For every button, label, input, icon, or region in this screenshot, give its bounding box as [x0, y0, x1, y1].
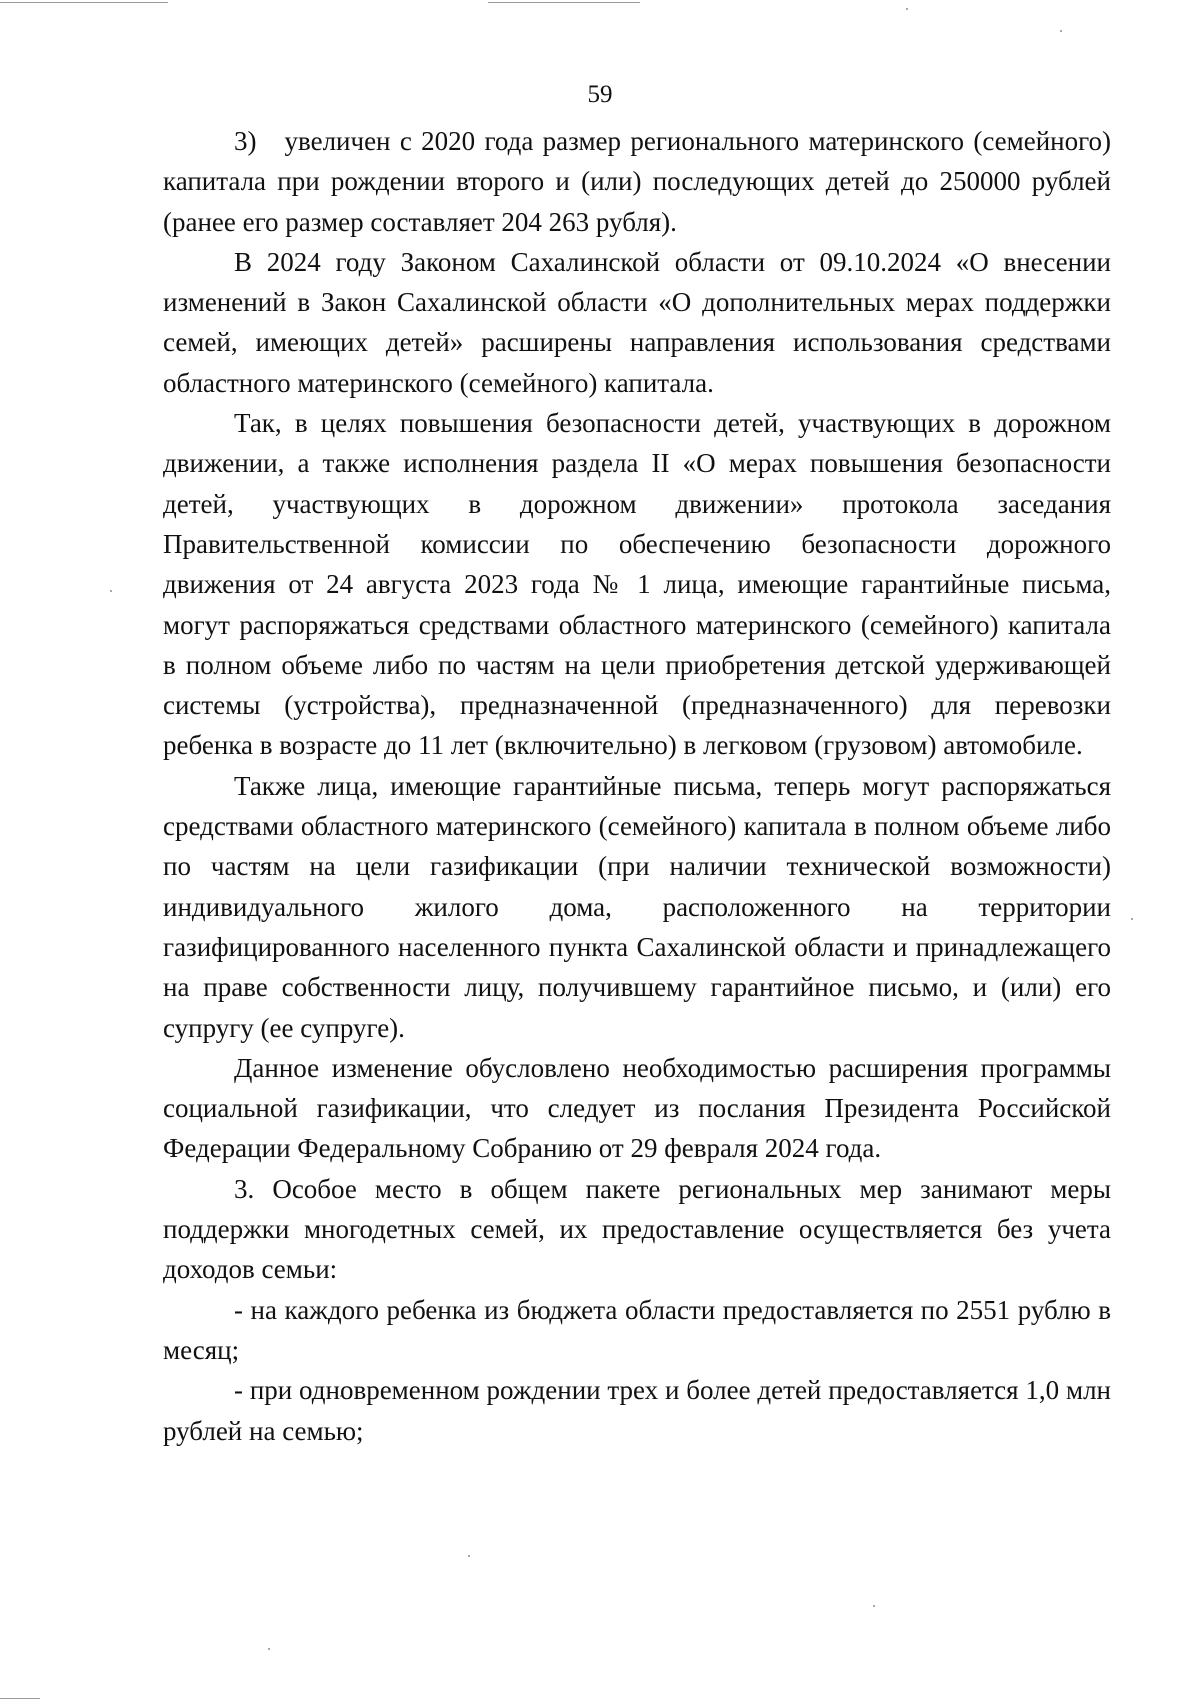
paragraph: 3. Особое место в общем пакете региональных мер занимают меры поддержки многодетных семей, их предоставление осуществляется без учета доходов семьи: — [163, 1173, 1111, 1285]
paragraph: Также лица, имеющие гарантийные письма, теперь могут распоряжаться средствами областного материнского (семейного) капитала в полном объеме либо по частям на цели газификации (при наличии технической возможности) индивидуального жилого дома, расположенного на территории газифицированного населенного пункта Сахалинской области и принадлежащего на праве собственности лицу, получившему гарантийное письмо, и (или) его супругу (ее супруге). — [163, 770, 1111, 1043]
list-item: - на каждого ребенка из бюджета области предоставляется по 2551 рублю в месяц; — [163, 1294, 1111, 1365]
scan-speck — [268, 1648, 270, 1650]
document-body — [163, 121, 1111, 1451]
scan-edge-line — [488, 2, 640, 3]
scan-speck — [1060, 30, 1062, 32]
paragraph: Данное изменение обусловлено необходимостью расширения программы социальной газификации, что следует из послания Президента Российской Федерации Федеральному Собранию от 29 февраля 2024 года. — [163, 1052, 1111, 1164]
scan-speck — [873, 1605, 875, 1607]
paragraph: 3) увеличен с 2020 года размер регионального материнского (семейного) капитала при рождении второго и (или) последующих детей до 250000 рублей (ранее его размер составляет 204 263 рубля). — [163, 126, 1111, 237]
scan-edge-line — [0, 1698, 40, 1699]
list-item: - при одновременном рождении трех и более детей предоставляется 1,0 млн рублей на семью; — [163, 1375, 1111, 1446]
scan-speck — [110, 590, 112, 592]
scan-speck — [1131, 918, 1133, 920]
page-number: 59 — [587, 81, 613, 108]
paragraph: В 2024 году Законом Сахалинской области от 09.10.2024 «О внесении изменений в Закон Сахалинской области «О дополнительных мерах поддержки семей, имеющих детей» расширены направления использования средствами областного материнского (семейного) капитала. — [163, 246, 1111, 398]
scan-speck — [468, 1555, 470, 1557]
scan-speck — [906, 8, 908, 10]
paragraph: Так, в целях повышения безопасности детей, участвующих в дорожном движении, а также исполнения раздела II «О мерах повышения безопасности детей, участвующих в дорожном движении» протокола заседания Правительственной комиссии по обеспечению безопасности дорожного движения от 24 августа 2023 года № 1 лица, имеющие гарантийные письма, могут распоряжаться средствами областного материнского (семейного) капитала в полном объеме либо по частям на цели приобретения детской удерживающей системы (устройства), предназначенной (предназначенного) для перевозки ребенка в возрасте до 11 лет (включительно) в легковом (грузовом) автомобиле. — [163, 408, 1111, 761]
scan-edge-line — [0, 2, 168, 3]
